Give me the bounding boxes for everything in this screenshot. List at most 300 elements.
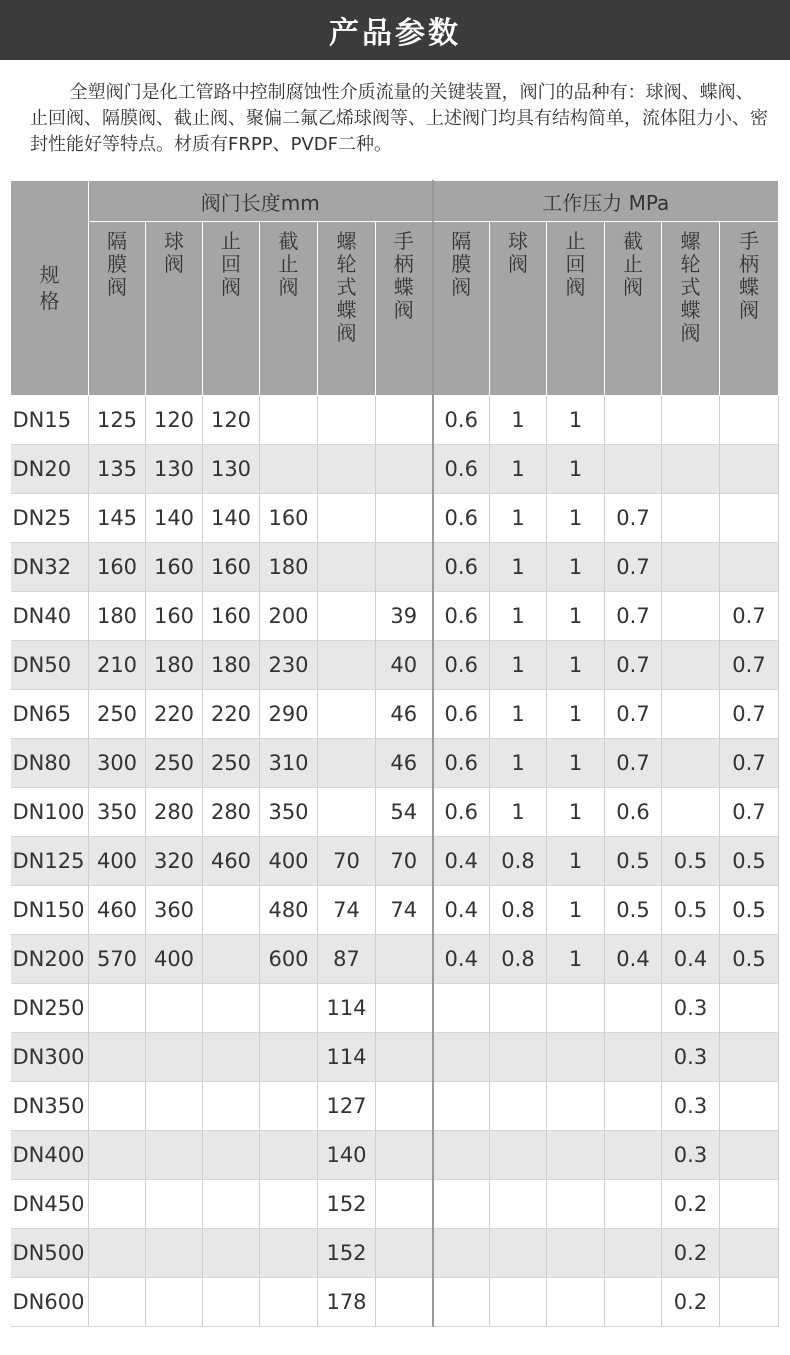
length-cell: [318, 445, 376, 494]
length-col-header: [318, 222, 376, 396]
pressure-cell: 0.7: [720, 788, 779, 837]
pressure-cell: [433, 1180, 490, 1229]
spec-header: 规格: [39, 263, 60, 313]
pressure-cell: 0.2: [662, 1180, 720, 1229]
pressure-cell: 1: [490, 494, 547, 543]
spec-cell: DN50: [11, 641, 89, 690]
length-cell: 46: [376, 739, 433, 788]
pressure-cell: 0.4: [605, 935, 662, 984]
pressure-cell: 1: [547, 445, 605, 494]
column-label: 手柄蝶阀: [739, 229, 759, 322]
length-cell: [89, 1131, 146, 1180]
length-cell: [318, 739, 376, 788]
length-cell: 230: [260, 641, 318, 690]
length-cell: 46: [376, 690, 433, 739]
length-cell: 360: [146, 886, 203, 935]
length-cell: [146, 1229, 203, 1278]
page-title-bar: [0, 0, 790, 60]
column-label: 手柄蝶阀: [393, 229, 414, 322]
pressure-cell: 0.5: [605, 886, 662, 935]
pressure-cell: [547, 1180, 605, 1229]
table-row: [11, 984, 779, 1033]
length-cell: 40: [376, 641, 433, 690]
length-cell: [260, 1033, 318, 1082]
length-cell: 180: [260, 543, 318, 592]
table-row: [11, 886, 779, 935]
table-row: [11, 1082, 779, 1131]
pressure-cell: 0.4: [662, 935, 720, 984]
page-title: 产品参数: [329, 16, 461, 51]
length-cell: [203, 935, 260, 984]
spec-cell: DN125: [11, 837, 89, 886]
pressure-cell: 1: [547, 935, 605, 984]
length-col-header: [376, 222, 433, 396]
spec-cell: DN250: [11, 984, 89, 1033]
length-cell: 160: [203, 543, 260, 592]
table-row: [11, 592, 779, 641]
pressure-cell: [547, 984, 605, 1033]
table-row: [11, 739, 779, 788]
pressure-cell: [720, 1229, 779, 1278]
pressure-cell: 0.3: [662, 1082, 720, 1131]
pressure-cell: 0.8: [490, 886, 547, 935]
length-cell: 220: [203, 690, 260, 739]
pressure-cell: 1: [547, 739, 605, 788]
pressure-cell: [490, 1180, 547, 1229]
spec-cell: DN350: [11, 1082, 89, 1131]
pressure-cell: [490, 984, 547, 1033]
length-cell: 54: [376, 788, 433, 837]
pressure-cell: [490, 1278, 547, 1327]
length-cell: [89, 1180, 146, 1229]
table-row: [11, 1033, 779, 1082]
length-cell: 250: [203, 739, 260, 788]
length-cell: 570: [89, 935, 146, 984]
pressure-cell: [662, 641, 720, 690]
pressure-cell: 0.3: [662, 1033, 720, 1082]
pressure-cell: 0.5: [662, 837, 720, 886]
length-cell: 140: [203, 494, 260, 543]
table-row: [11, 641, 779, 690]
spec-cell: DN150: [11, 886, 89, 935]
pressure-cell: 0.7: [605, 543, 662, 592]
length-cell: 300: [89, 739, 146, 788]
spec-cell: DN450: [11, 1180, 89, 1229]
spec-cell: DN400: [11, 1131, 89, 1180]
spec-cell: DN300: [11, 1033, 89, 1082]
column-label: 螺轮式蝶阀: [680, 229, 701, 345]
length-cell: [376, 396, 433, 445]
length-cell: [318, 690, 376, 739]
pressure-cell: 0.7: [605, 494, 662, 543]
length-cell: 350: [89, 788, 146, 837]
length-cell: [203, 1033, 260, 1082]
pressure-cell: [720, 1131, 779, 1180]
pressure-cell: [662, 592, 720, 641]
intro-section: [30, 80, 770, 158]
length-cell: [203, 1131, 260, 1180]
pressure-cell: [547, 1229, 605, 1278]
length-cell: 350: [260, 788, 318, 837]
length-cell: [89, 1033, 146, 1082]
pressure-cell: 1: [490, 445, 547, 494]
pressure-cell: 0.6: [433, 445, 490, 494]
length-cell: [146, 984, 203, 1033]
pressure-cell: 0.4: [433, 935, 490, 984]
column-label: 截止阀: [278, 229, 299, 299]
length-cell: 180: [89, 592, 146, 641]
pressure-cell: 0.7: [720, 739, 779, 788]
pressure-cell: [662, 543, 720, 592]
length-cell: 145: [89, 494, 146, 543]
pressure-cell: [720, 1180, 779, 1229]
length-col-header: [260, 222, 318, 396]
pressure-col-header: [662, 222, 720, 396]
pressure-cell: [547, 1278, 605, 1327]
length-cell: [318, 641, 376, 690]
length-cell: 480: [260, 886, 318, 935]
pressure-cell: 0.3: [662, 1131, 720, 1180]
spec-cell: DN32: [11, 543, 89, 592]
length-cell: 460: [203, 837, 260, 886]
pressure-cell: 1: [547, 494, 605, 543]
length-cell: 125: [89, 396, 146, 445]
length-cell: [260, 1278, 318, 1327]
length-cell: 400: [146, 935, 203, 984]
pressure-cell: 0.3: [662, 984, 720, 1033]
pressure-cell: 0.6: [433, 641, 490, 690]
length-cell: [146, 1033, 203, 1082]
spec-cell: DN25: [11, 494, 89, 543]
pressure-col-header: [720, 222, 779, 396]
length-cell: [203, 886, 260, 935]
pressure-cell: 0.2: [662, 1229, 720, 1278]
length-cell: 290: [260, 690, 318, 739]
length-cell: 39: [376, 592, 433, 641]
column-header-row: [11, 222, 779, 396]
length-cell: 320: [146, 837, 203, 886]
pressure-cell: 1: [490, 788, 547, 837]
length-cell: 400: [89, 837, 146, 886]
length-cell: 87: [318, 935, 376, 984]
pressure-col-header: [547, 222, 605, 396]
length-cell: [376, 445, 433, 494]
pressure-cell: [605, 1033, 662, 1082]
length-group-header: 阀门长度mm: [89, 181, 433, 222]
pressure-cell: [605, 1131, 662, 1180]
length-cell: [318, 494, 376, 543]
pressure-cell: [433, 1082, 490, 1131]
pressure-cell: [720, 396, 779, 445]
length-cell: 280: [146, 788, 203, 837]
table-row: [11, 837, 779, 886]
length-cell: [376, 494, 433, 543]
length-cell: 74: [318, 886, 376, 935]
length-cell: [146, 1180, 203, 1229]
table-row: [11, 396, 779, 445]
pressure-cell: 1: [490, 739, 547, 788]
length-cell: [260, 445, 318, 494]
length-cell: 120: [146, 396, 203, 445]
table-body: [11, 396, 779, 1327]
pressure-cell: 1: [547, 641, 605, 690]
length-cell: 178: [318, 1278, 376, 1327]
length-cell: 310: [260, 739, 318, 788]
pressure-cell: 0.5: [720, 935, 779, 984]
length-cell: 120: [203, 396, 260, 445]
length-cell: 152: [318, 1229, 376, 1278]
length-cell: 127: [318, 1082, 376, 1131]
pressure-cell: [720, 984, 779, 1033]
pressure-cell: 1: [547, 543, 605, 592]
table-row: [11, 690, 779, 739]
spec-cell: DN100: [11, 788, 89, 837]
length-cell: 140: [146, 494, 203, 543]
pressure-cell: 0.5: [662, 886, 720, 935]
length-cell: 160: [146, 543, 203, 592]
pressure-group-header: 工作压力 MPa: [433, 181, 779, 222]
length-cell: [203, 984, 260, 1033]
length-cell: [203, 1082, 260, 1131]
table-header: [11, 181, 779, 396]
length-cell: 135: [89, 445, 146, 494]
spec-table: [10, 180, 779, 1327]
length-cell: 160: [146, 592, 203, 641]
table-row: [11, 1278, 779, 1327]
pressure-cell: [605, 396, 662, 445]
length-cell: [376, 1180, 433, 1229]
pressure-cell: 0.6: [433, 788, 490, 837]
spec-cell: DN600: [11, 1278, 89, 1327]
pressure-cell: [662, 788, 720, 837]
intro-text: 全塑阀门是化工管路中控制腐蚀性介质流量的关键装置，阀门的品种有：球阀、蝶阀、止回阀、隔膜阀、截止阀、聚偏二氟乙烯球阀等、上述阀门均具有结构简单，流体阻力小、密封性能好等特点。材质有FRPP、PVDF二种。: [30, 82, 768, 155]
length-cell: [376, 984, 433, 1033]
length-cell: [318, 788, 376, 837]
table-row: [11, 445, 779, 494]
spec-cell: DN80: [11, 739, 89, 788]
length-cell: [260, 396, 318, 445]
table-row: [11, 494, 779, 543]
column-label: 截止阀: [623, 229, 643, 299]
length-cell: [318, 396, 376, 445]
pressure-cell: 0.5: [720, 886, 779, 935]
length-cell: 130: [203, 445, 260, 494]
table-row: [11, 788, 779, 837]
length-cell: 180: [146, 641, 203, 690]
pressure-cell: [433, 1033, 490, 1082]
length-cell: [260, 1082, 318, 1131]
pressure-cell: [662, 445, 720, 494]
column-label: 止回阀: [221, 229, 241, 299]
pressure-cell: [433, 1131, 490, 1180]
length-cell: 130: [146, 445, 203, 494]
pressure-cell: [605, 1229, 662, 1278]
pressure-cell: 1: [490, 641, 547, 690]
length-cell: 180: [203, 641, 260, 690]
column-label: 螺轮式蝶阀: [336, 229, 357, 345]
spec-cell: DN65: [11, 690, 89, 739]
length-cell: [203, 1180, 260, 1229]
pressure-col-header: [605, 222, 662, 396]
pressure-cell: 0.7: [605, 690, 662, 739]
length-cell: [260, 1131, 318, 1180]
length-cell: [89, 1082, 146, 1131]
pressure-col-header: [490, 222, 547, 396]
length-cell: [376, 1082, 433, 1131]
pressure-cell: 0.8: [490, 935, 547, 984]
length-cell: [376, 1033, 433, 1082]
length-cell: [318, 543, 376, 592]
pressure-cell: 1: [490, 690, 547, 739]
length-cell: [146, 1278, 203, 1327]
length-cell: 210: [89, 641, 146, 690]
length-cell: [203, 1278, 260, 1327]
length-cell: [376, 1229, 433, 1278]
length-cell: 220: [146, 690, 203, 739]
pressure-cell: [433, 984, 490, 1033]
pressure-cell: [662, 494, 720, 543]
pressure-cell: 0.7: [720, 592, 779, 641]
pressure-cell: 0.7: [605, 592, 662, 641]
pressure-cell: 1: [547, 592, 605, 641]
length-cell: [89, 1229, 146, 1278]
column-label: 球阀: [508, 229, 528, 276]
pressure-col-header: [433, 222, 490, 396]
pressure-cell: [490, 1131, 547, 1180]
length-cell: 400: [260, 837, 318, 886]
length-col-header: [146, 222, 203, 396]
pressure-cell: [662, 690, 720, 739]
length-cell: [376, 935, 433, 984]
column-label: 隔膜阀: [451, 229, 472, 299]
length-cell: 200: [260, 592, 318, 641]
pressure-cell: [605, 1082, 662, 1131]
pressure-cell: 1: [547, 690, 605, 739]
length-cell: 160: [203, 592, 260, 641]
pressure-cell: [720, 1082, 779, 1131]
length-cell: [146, 1082, 203, 1131]
pressure-cell: [490, 1229, 547, 1278]
length-cell: [260, 1229, 318, 1278]
pressure-cell: [605, 984, 662, 1033]
spec-header-cell: [11, 181, 89, 396]
length-cell: 70: [318, 837, 376, 886]
pressure-cell: [720, 1033, 779, 1082]
pressure-cell: 1: [490, 396, 547, 445]
pressure-cell: 0.4: [433, 837, 490, 886]
pressure-cell: [547, 1131, 605, 1180]
pressure-cell: 0.6: [605, 788, 662, 837]
pressure-cell: 1: [490, 543, 547, 592]
length-cell: 140: [318, 1131, 376, 1180]
pressure-cell: 1: [547, 886, 605, 935]
pressure-cell: 0.8: [490, 837, 547, 886]
pressure-cell: [720, 494, 779, 543]
length-cell: 160: [89, 543, 146, 592]
pressure-cell: 0.5: [605, 837, 662, 886]
column-label: 球阀: [164, 229, 184, 276]
length-cell: [376, 1131, 433, 1180]
length-col-header: [203, 222, 260, 396]
length-cell: 74: [376, 886, 433, 935]
table-row: [11, 543, 779, 592]
length-cell: 460: [89, 886, 146, 935]
pressure-cell: 0.7: [720, 641, 779, 690]
length-cell: [376, 543, 433, 592]
pressure-cell: 0.6: [433, 396, 490, 445]
pressure-cell: [547, 1082, 605, 1131]
pressure-cell: 0.7: [720, 690, 779, 739]
pressure-cell: [720, 445, 779, 494]
pressure-cell: 1: [547, 396, 605, 445]
length-cell: [318, 592, 376, 641]
spec-cell: DN40: [11, 592, 89, 641]
pressure-cell: [490, 1033, 547, 1082]
length-cell: 70: [376, 837, 433, 886]
spec-cell: DN500: [11, 1229, 89, 1278]
length-cell: 280: [203, 788, 260, 837]
length-cell: [260, 984, 318, 1033]
length-cell: 250: [146, 739, 203, 788]
pressure-cell: [662, 396, 720, 445]
table-row: [11, 1180, 779, 1229]
pressure-cell: [433, 1278, 490, 1327]
pressure-cell: 1: [547, 837, 605, 886]
pressure-cell: 1: [547, 788, 605, 837]
length-cell: [376, 1278, 433, 1327]
length-cell: [146, 1131, 203, 1180]
pressure-cell: 0.5: [720, 837, 779, 886]
length-cell: [89, 1278, 146, 1327]
length-cell: [203, 1229, 260, 1278]
pressure-cell: [605, 1278, 662, 1327]
length-cell: [260, 1180, 318, 1229]
pressure-cell: [662, 739, 720, 788]
pressure-cell: [605, 445, 662, 494]
length-cell: 250: [89, 690, 146, 739]
column-label: 止回阀: [565, 229, 586, 299]
pressure-cell: 0.6: [433, 690, 490, 739]
pressure-cell: [720, 1278, 779, 1327]
length-cell: 152: [318, 1180, 376, 1229]
pressure-cell: 0.6: [433, 543, 490, 592]
length-cell: 114: [318, 984, 376, 1033]
pressure-cell: [720, 543, 779, 592]
length-cell: 600: [260, 935, 318, 984]
length-col-header: [89, 222, 146, 396]
pressure-cell: 0.6: [433, 592, 490, 641]
pressure-cell: [605, 1180, 662, 1229]
spec-cell: DN20: [11, 445, 89, 494]
length-cell: 114: [318, 1033, 376, 1082]
table-row: [11, 1229, 779, 1278]
spec-cell: DN15: [11, 396, 89, 445]
pressure-cell: [490, 1082, 547, 1131]
pressure-cell: 1: [490, 592, 547, 641]
length-cell: [89, 984, 146, 1033]
pressure-cell: 0.2: [662, 1278, 720, 1327]
table-row: [11, 935, 779, 984]
pressure-cell: 0.7: [605, 641, 662, 690]
pressure-cell: 0.7: [605, 739, 662, 788]
pressure-cell: [547, 1033, 605, 1082]
table-row: [11, 1131, 779, 1180]
pressure-cell: 0.4: [433, 886, 490, 935]
length-cell: 160: [260, 494, 318, 543]
column-label: 隔膜阀: [107, 229, 127, 299]
pressure-cell: 0.6: [433, 739, 490, 788]
spec-cell: DN200: [11, 935, 89, 984]
